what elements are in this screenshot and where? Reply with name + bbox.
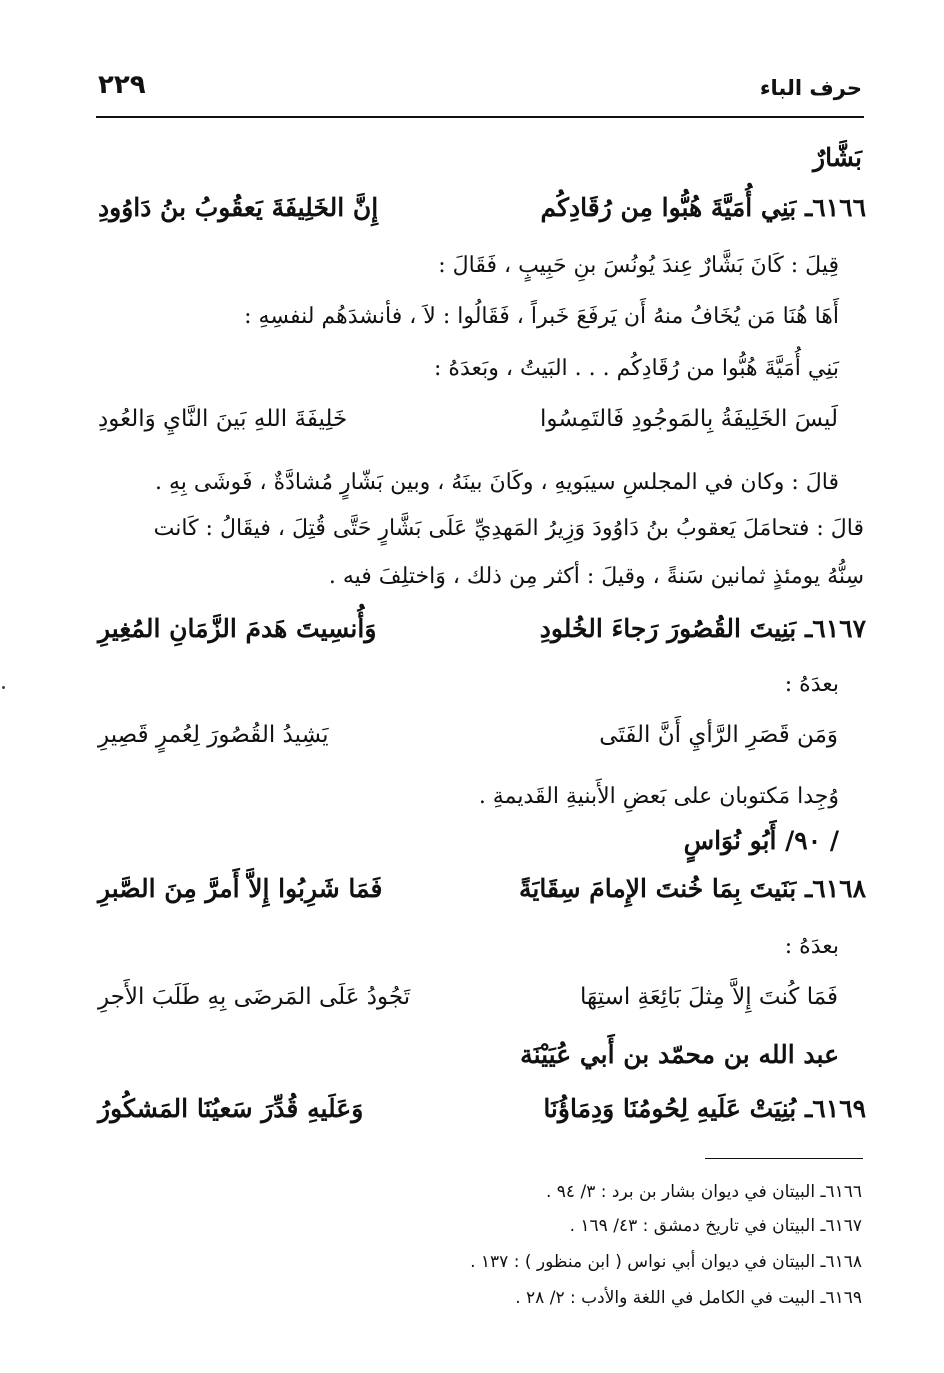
footnote-6169: ٦١٦٩ـ البيت في الكامل في اللغة والأدب : ٢/ ٢٨ . xyxy=(515,1288,862,1308)
paragraph-1: قِيلَ : كَانَ بَشَّارٌ عِندَ يُونُسَ بنِ حَبِيبٍ ، فَقَالَ : xyxy=(438,253,839,278)
chapter-title: حرف الباء xyxy=(759,76,862,100)
verse-after-6168 xyxy=(98,984,866,1028)
paragraph-2: أَهَا هُنَا مَن يُخَافُ منهُ أَن يَرفَعَ خَبراً ، فَقَالُوا : لاَ ، فأنشدَهُم لنفسِهِ : xyxy=(244,304,839,329)
page-number: ٢٢٩ xyxy=(98,70,146,100)
verse-after-6166 xyxy=(98,406,866,450)
section-heading-bashshar: بَشَّارٌ xyxy=(813,143,862,172)
section-heading-ibn-uyayna: عبد الله بن محمّد بن أَبي عُيَيْنَة xyxy=(520,1040,839,1069)
verse-6167-second-hemistich: وَأُنسِيتَ هَدمَ الزَّمَانِ المُغِيرِ xyxy=(98,614,377,643)
verse-after-6168-second-hemistich: تَجُودُ عَلَى المَرضَى بِهِ طَلَبَ الأَجرِ xyxy=(98,984,411,1010)
section-heading-abu-nuwas: / ٩٠/ أَبُو نُوَاسٍ xyxy=(683,826,839,855)
verse-6168-first-hemistich: ٦١٦٨ـ بَنَيتَ بِمَا خُنتَ الإِمامَ سِقَايَةً xyxy=(519,874,866,903)
verse-6167-first-hemistich: ٦١٦٧ـ بَنِيتَ القُصُورَ رَجاءَ الخُلودِ xyxy=(539,614,866,643)
footnote-6166: ٦١٦٦ـ البيتان في ديوان بشار بن برد : ٣/ ٩٤ . xyxy=(545,1182,862,1202)
verse-6167 xyxy=(98,614,866,658)
paragraph-5: قالَ : فتحامَلَ يَعقوبُ بنُ دَاوُودَ وَزِيرُ المَهدِيِّ عَلَى بَشَّارٍ حَتَّى قُتِلَ ، فيقَالُ : كَانت xyxy=(153,516,864,541)
verse-6169 xyxy=(98,1094,866,1138)
verse-6166-first-hemistich: ٦١٦٦ـ بَنِي أُمَيَّةَ هُبُّوا مِن رُقَادِكُم xyxy=(540,193,866,222)
footnote-6168: ٦١٦٨ـ البيتان في ديوان أبي نواس ( ابن منظور ) : ١٣٧ . xyxy=(470,1252,862,1272)
verse-after-6168-first-hemistich: فَمَا كُنتَ إِلاَّ مِثلَ بَائِعَةِ استِهَا xyxy=(580,984,838,1010)
verse-after-6166-first-hemistich: لَيسَ الخَلِيفَةُ بِالمَوجُودِ فَالتَمِسُوا xyxy=(540,406,838,432)
verse-after-6167-second-hemistich: يَشِيدُ القُصُورَ لِعُمرٍ قَصِيرِ xyxy=(98,722,329,748)
verse-6168 xyxy=(98,874,866,918)
scan-speck xyxy=(2,686,5,689)
footnote-separator xyxy=(705,1158,863,1159)
header-rule xyxy=(96,116,864,118)
paragraph-7: بعدَهُ : xyxy=(784,672,839,697)
verse-after-6167-first-hemistich: وَمَن قَصَرِ الرَّأيِ أَنَّ الفَتَى xyxy=(599,722,838,748)
paragraph-3: بَنِي أُمَيَّةَ هُبُّوا من رُقَادِكُم . . . البَيتُ ، وبَعدَهُ : xyxy=(434,356,839,381)
paragraph-4: قالَ : وكان في المجلسِ سيبَويهِ ، وكَانَ بينَهُ ، وبين بَشّارٍ مُشادَّةٌ ، فَوشَى بِهِ . xyxy=(154,470,839,495)
paragraph-8: وُجِدا مَكتوبان على بَعضِ الأَبنيةِ القَديمةِ . xyxy=(478,784,839,809)
paragraph-6: سِنُّهُ يومئذٍ ثمانين سَنةً ، وقيلَ : أكثر مِن ذلك ، وَاختلِفَ فيه . xyxy=(328,564,864,589)
verse-6169-first-hemistich: ٦١٦٩ـ بُنِيَتْ عَلَيهِ لِحُومُنَا وَدِمَاؤُنَا xyxy=(543,1094,866,1123)
footnote-6167: ٦١٦٧ـ البيتان في تاريخ دمشق : ٤٣/ ١٦٩ . xyxy=(569,1216,862,1236)
verse-after-6166-second-hemistich: خَلِيفَةَ اللهِ بَينَ النَّايِ وَالعُودِ xyxy=(98,406,348,432)
verse-after-6167 xyxy=(98,722,866,766)
verse-6166 xyxy=(98,193,866,237)
paragraph-9: بعدَهُ : xyxy=(784,934,839,959)
verse-6166-second-hemistich: إِنَّ الخَلِيفَةَ يَعقُوبُ بنُ دَاوُودِ xyxy=(98,193,379,222)
verse-6169-second-hemistich: وَعَلَيهِ قُدِّرَ سَعيُنَا المَشكُورُ xyxy=(98,1094,364,1123)
verse-6168-second-hemistich: فَمَا شَرِبُوا إِلاَّ أَمرَّ مِنَ الصَّبرِ xyxy=(98,874,383,903)
